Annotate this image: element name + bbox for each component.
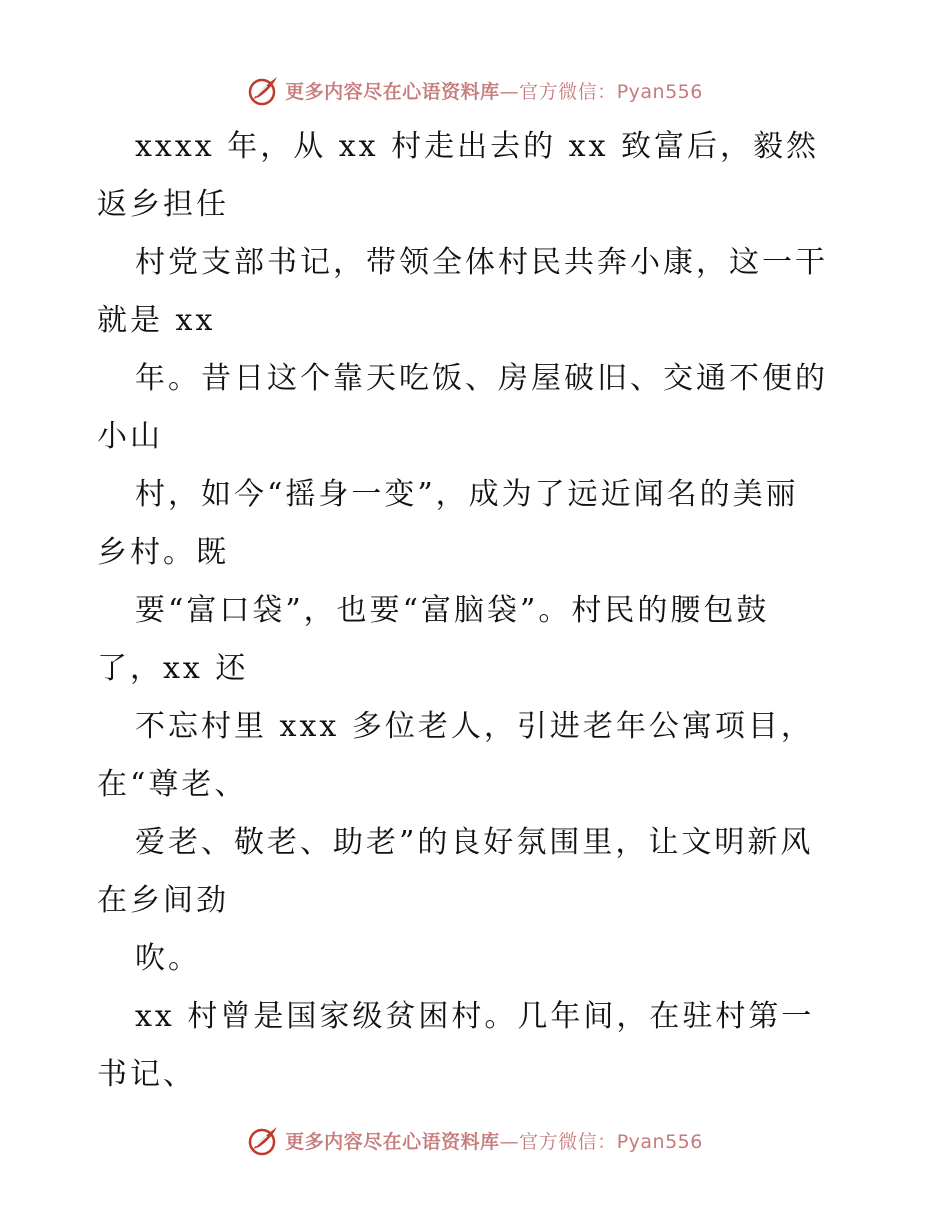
body-line: 就是 xx [97, 303, 216, 338]
body-line: 书记、 [97, 1057, 196, 1092]
banner-brand-text: 更多内容尽在心语资料库 [285, 1130, 500, 1153]
body-line: 村党支部书记，带领全体村民共奔小康，这一干 [135, 245, 828, 280]
banner-wechat-id: Pyan556 [616, 80, 703, 103]
body-line: 吹。 [135, 941, 201, 976]
quill-pen-logo-icon [247, 73, 281, 107]
body-line: 返乡担任 [97, 187, 229, 222]
banner-brand-text: 更多内容尽在心语资料库 [285, 80, 500, 103]
banner-wechat-label: 官方微信： [519, 80, 617, 103]
footer-banner [0, 1120, 950, 1160]
body-line: xxxx 年，从 xx 村走出去的 xx 致富后，毅然 [135, 129, 820, 164]
body-line: 小山 [97, 419, 163, 454]
body-line: 年。昔日这个靠天吃饭、房屋破旧、交通不便的 [135, 361, 828, 396]
banner-dash: — [499, 1130, 520, 1153]
body-line: 爱老、敬老、助老”的良好氛围里，让文明新风 [135, 825, 814, 860]
body-line: 乡村。既 [97, 535, 229, 570]
banner-wechat-label: 官方微信： [519, 1130, 617, 1153]
body-line: 在乡间劲 [97, 883, 229, 918]
banner-wechat-id: Pyan556 [616, 1130, 703, 1153]
body-line: 村，如今“摇身一变”，成为了远近闻名的美丽 [135, 477, 799, 512]
body-line: 在“尊老、 [97, 767, 248, 802]
header-banner [0, 70, 950, 110]
document-body [97, 118, 857, 1104]
body-line: 不忘村里 xxx 多位老人，引进老年公寓项目， [135, 709, 814, 744]
banner-dash: — [499, 80, 520, 103]
body-line: 要“富口袋”，也要“富脑袋”。村民的腰包鼓 [135, 593, 770, 628]
quill-pen-logo-icon [247, 1123, 281, 1157]
body-line: xx 村曾是国家级贫困村。几年间，在驻村第一 [135, 999, 815, 1034]
body-line: 了，xx 还 [97, 651, 249, 686]
